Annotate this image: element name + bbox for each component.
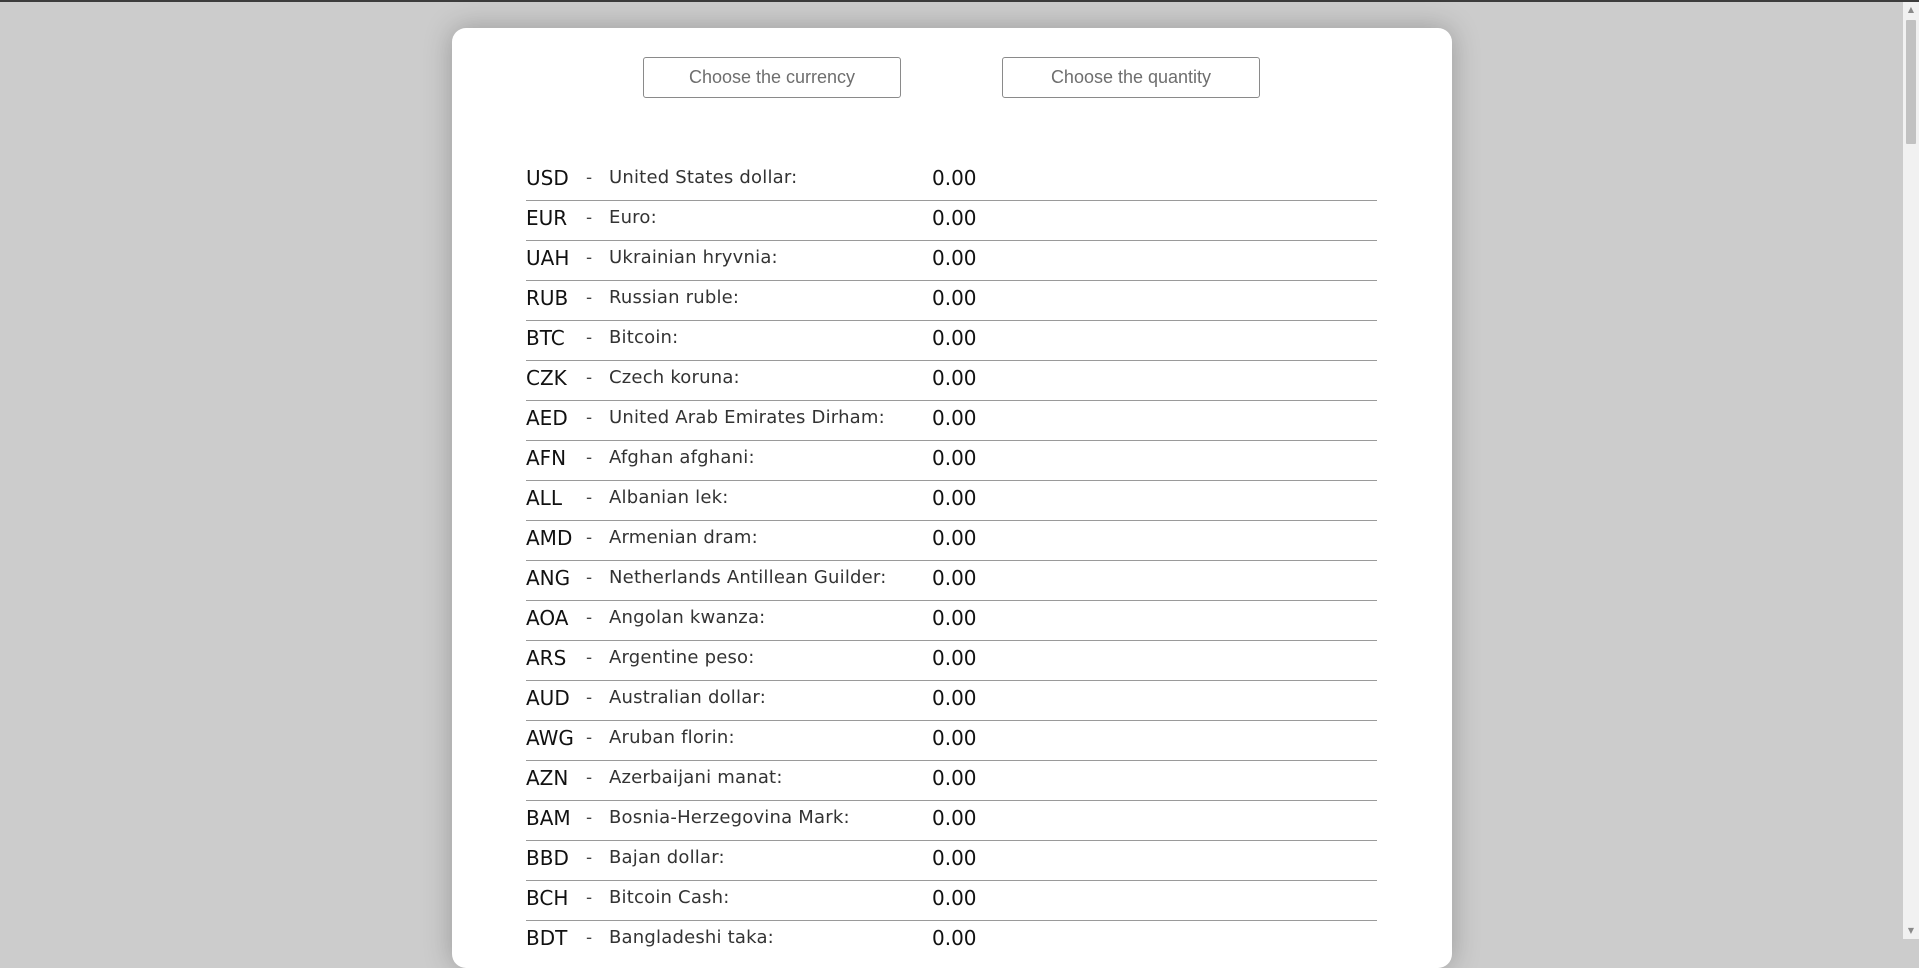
currency-value: 0.00: [932, 646, 977, 670]
currency-row-awg: [526, 721, 1377, 761]
currency-code: AOA: [526, 606, 569, 630]
currency-name: Albanian lek:: [609, 487, 729, 508]
currency-code: BAM: [526, 806, 571, 830]
currency-code: EUR: [526, 206, 568, 230]
currency-row-azn: [526, 761, 1377, 801]
currency-name: Angolan kwanza:: [609, 607, 766, 628]
choose-quantity-button[interactable]: Choose the quantity: [1002, 57, 1260, 98]
currency-code: CZK: [526, 366, 567, 390]
separator-dash: -: [586, 848, 593, 868]
currency-row-uah: [526, 241, 1377, 281]
currency-value: 0.00: [932, 206, 977, 230]
currency-code: BCH: [526, 886, 569, 910]
currency-code: BDT: [526, 926, 568, 950]
currency-row-bdt: [526, 921, 1377, 961]
currency-code: ARS: [526, 646, 567, 670]
currency-code: BTC: [526, 326, 565, 350]
currency-row-eur: [526, 201, 1377, 241]
currency-name: Azerbaijani manat:: [609, 767, 783, 788]
currency-list: [526, 161, 1377, 961]
separator-dash: -: [586, 288, 593, 308]
separator-dash: -: [586, 168, 593, 188]
choose-currency-button[interactable]: Choose the currency: [643, 57, 901, 98]
currency-value: 0.00: [932, 246, 977, 270]
currency-code: RUB: [526, 286, 569, 310]
currency-row-usd: [526, 161, 1377, 201]
currency-converter-panel: [452, 28, 1452, 968]
currency-row-aed: [526, 401, 1377, 441]
currency-name: Argentine peso:: [609, 647, 755, 668]
separator-dash: -: [586, 368, 593, 388]
currency-code: ALL: [526, 486, 562, 510]
currency-value: 0.00: [932, 406, 977, 430]
currency-value: 0.00: [932, 486, 977, 510]
currency-code: AED: [526, 406, 568, 430]
currency-row-btc: [526, 321, 1377, 361]
currency-code: BBD: [526, 846, 569, 870]
currency-row-bam: [526, 801, 1377, 841]
currency-name: Bitcoin:: [609, 327, 679, 348]
currency-row-bch: [526, 881, 1377, 921]
window-top-border: [0, 0, 1919, 2]
separator-dash: -: [586, 928, 593, 948]
separator-dash: -: [586, 648, 593, 668]
currency-code: AWG: [526, 726, 574, 750]
currency-name: Australian dollar:: [609, 687, 766, 708]
currency-name: United Arab Emirates Dirham:: [609, 407, 885, 428]
scroll-down-arrow-icon[interactable]: ▼: [1907, 926, 1915, 935]
separator-dash: -: [586, 728, 593, 748]
currency-name: Bitcoin Cash:: [609, 887, 730, 908]
currency-row-czk: [526, 361, 1377, 401]
currency-code: AZN: [526, 766, 569, 790]
currency-name: Aruban florin:: [609, 727, 735, 748]
currency-value: 0.00: [932, 686, 977, 710]
currency-code: AUD: [526, 686, 570, 710]
currency-code: USD: [526, 166, 569, 190]
separator-dash: -: [586, 768, 593, 788]
currency-value: 0.00: [932, 326, 977, 350]
currency-row-aoa: [526, 601, 1377, 641]
currency-value: 0.00: [932, 526, 977, 550]
separator-dash: -: [586, 608, 593, 628]
currency-row-all: [526, 481, 1377, 521]
currency-row-aud: [526, 681, 1377, 721]
vertical-scrollbar[interactable]: [1903, 2, 1919, 939]
currency-code: UAH: [526, 246, 570, 270]
currency-name: Bosnia-Herzegovina Mark:: [609, 807, 850, 828]
currency-value: 0.00: [932, 166, 977, 190]
currency-value: 0.00: [932, 366, 977, 390]
currency-value: 0.00: [932, 566, 977, 590]
separator-dash: -: [586, 328, 593, 348]
separator-dash: -: [586, 488, 593, 508]
currency-value: 0.00: [932, 766, 977, 790]
currency-row-afn: [526, 441, 1377, 481]
currency-name: Ukrainian hryvnia:: [609, 247, 778, 268]
currency-name: Afghan afghani:: [609, 447, 755, 468]
separator-dash: -: [586, 888, 593, 908]
currency-row-ars: [526, 641, 1377, 681]
currency-value: 0.00: [932, 926, 977, 950]
currency-row-bbd: [526, 841, 1377, 881]
separator-dash: -: [586, 808, 593, 828]
currency-code: ANG: [526, 566, 571, 590]
currency-code: AFN: [526, 446, 567, 470]
scroll-thumb[interactable]: [1906, 20, 1916, 144]
currency-value: 0.00: [932, 446, 977, 470]
currency-name: Bajan dollar:: [609, 847, 725, 868]
currency-code: AMD: [526, 526, 573, 550]
currency-row-rub: [526, 281, 1377, 321]
separator-dash: -: [586, 208, 593, 228]
scroll-up-arrow-icon[interactable]: ▲: [1907, 5, 1915, 14]
separator-dash: -: [586, 688, 593, 708]
separator-dash: -: [586, 568, 593, 588]
separator-dash: -: [586, 248, 593, 268]
currency-value: 0.00: [932, 886, 977, 910]
currency-row-amd: [526, 521, 1377, 561]
currency-name: Euro:: [609, 207, 657, 228]
separator-dash: -: [586, 448, 593, 468]
currency-value: 0.00: [932, 846, 977, 870]
separator-dash: -: [586, 408, 593, 428]
currency-value: 0.00: [932, 806, 977, 830]
currency-value: 0.00: [932, 286, 977, 310]
currency-name: United States dollar:: [609, 167, 798, 188]
currency-name: Netherlands Antillean Guilder:: [609, 567, 887, 588]
currency-name: Armenian dram:: [609, 527, 758, 548]
currency-value: 0.00: [932, 606, 977, 630]
currency-name: Russian ruble:: [609, 287, 740, 308]
currency-name: Czech koruna:: [609, 367, 740, 388]
currency-value: 0.00: [932, 726, 977, 750]
separator-dash: -: [586, 528, 593, 548]
currency-row-ang: [526, 561, 1377, 601]
currency-name: Bangladeshi taka:: [609, 927, 774, 948]
